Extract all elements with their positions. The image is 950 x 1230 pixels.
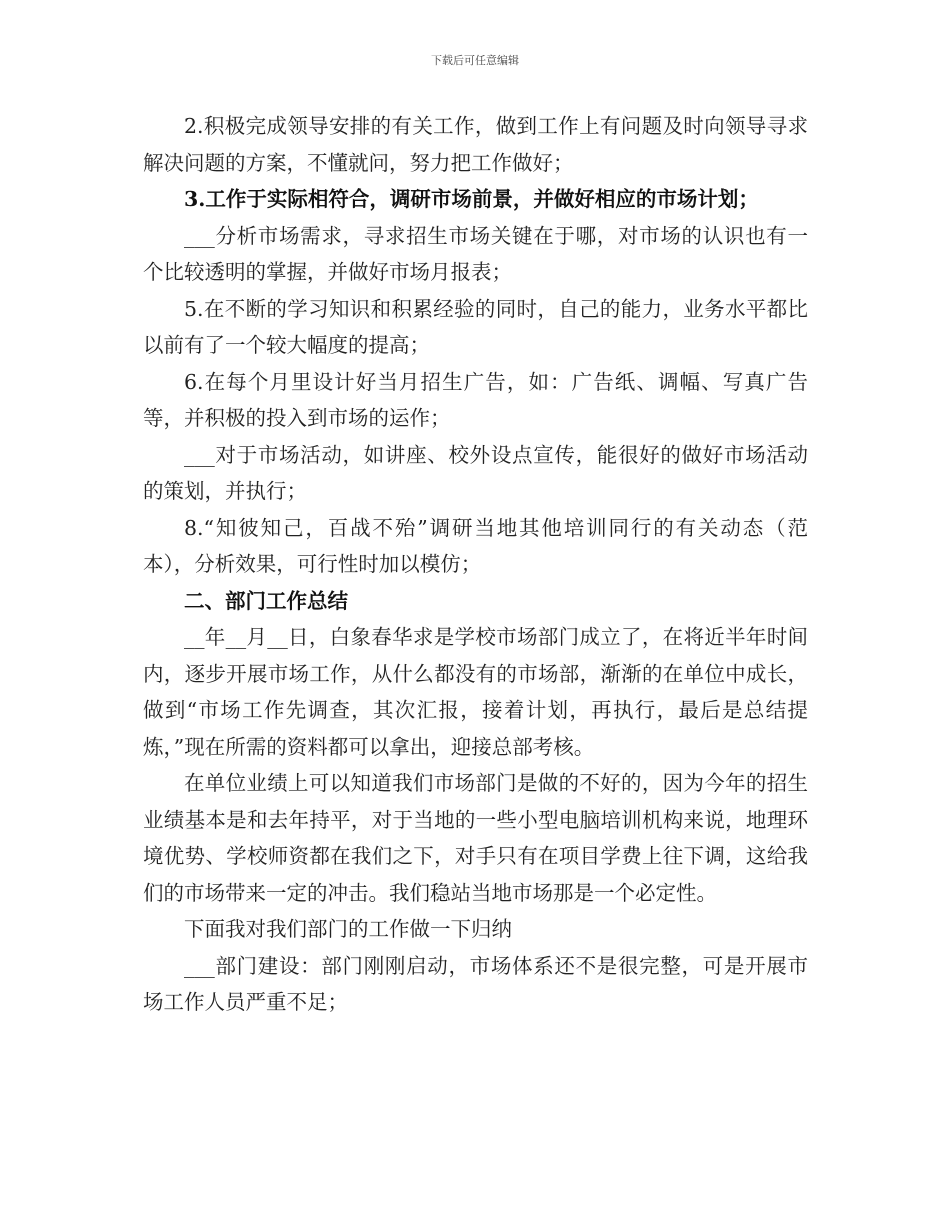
paragraph-item-4: ___分析市场需求，寻求招生市场关键在于哪，对市场的认识也有一个比较透明的掌握，并做好市场月报表；: [143, 223, 808, 284]
page-header: 下载后可任意编辑: [431, 54, 519, 67]
paragraph-item-2: 2.积极完成领导安排的有关工作，做到工作上有问题及时向领导寻求解决问题的方案，不懂就问，努力把工作做好；: [143, 114, 808, 175]
paragraph-item-8: 8.“知彼知己，百战不殆”调研当地其他培训同行的有关动态（范本），分析效果，可行性时加以模仿；: [143, 515, 808, 576]
paragraph-item-6: 6.在每个月里设计好当月招生广告，如：广告纸、调幅、写真广告等，并积极的投入到市场的运作；: [143, 369, 808, 430]
paragraph-item-7: ___对于市场活动，如讲座、校外设点宣传，能很好的做好市场活动的策划，并执行；: [143, 442, 808, 503]
document-body: [143, 108, 808, 1021]
paragraph-summary: __年__月__日，白象春华求是学校市场部门成立了，在将近半年时间内，逐步开展市场工作，从什么都没有的市场部，渐渐的在单位中成长，做到“市场工作先调查，其次汇报，接着计划，再执行，最后是总结提炼，”现在所需的资料都可以拿出，迎接总部考核。: [143, 625, 808, 759]
paragraph-performance: 在单位业绩上可以知道我们市场部门是做的不好的，因为今年的招生业绩基本是和去年持平，对于当地的一些小型电脑培训机构来说，地理环境优势、学校师资都在我们之下，对手只有在项目学费上往下调，这给我们的市场带来一定的冲击。我们稳站当地市场那是一个必定性。: [143, 771, 808, 905]
paragraph-department: ___部门建设：部门刚刚启动，市场体系还不是很完整，可是开展市场工作人员严重不足；: [143, 953, 808, 1014]
section-heading: 二、部门工作总结: [184, 588, 348, 613]
paragraph-intro: 下面我对我们部门的工作做一下归纳: [184, 917, 512, 941]
paragraph-item-5: 5.在不断的学习知识和积累经验的同时，自己的能力，业务水平都比以前有了一个较大幅度的提高；: [143, 296, 808, 357]
paragraph-item-3: 3.工作于实际相符合，调研市场前景，并做好相应的市场计划；: [184, 187, 759, 211]
